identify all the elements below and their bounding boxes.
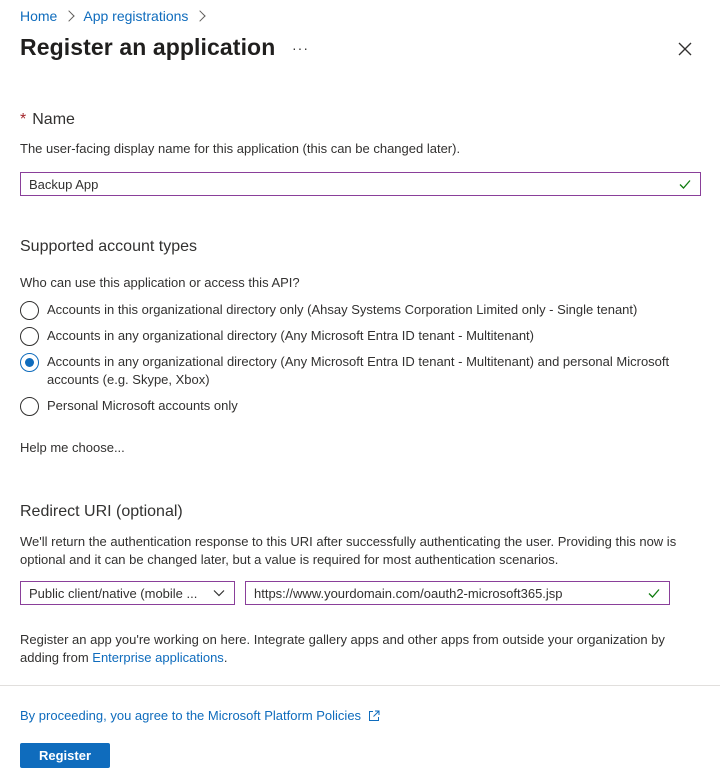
more-options-button[interactable]: ···: [292, 40, 309, 56]
radio-label: Accounts in any organizational directory (Any Microsoft Entra ID tenant - Multitenant): [47, 328, 534, 343]
policies-row: [20, 707, 381, 725]
name-description: The user-facing display name for this application (this can be changed later).: [20, 141, 461, 156]
name-input-value: Backup App: [29, 176, 99, 192]
name-label: [20, 111, 75, 129]
redirect-uri-heading: Redirect URI (optional): [20, 503, 183, 520]
external-link-icon: [367, 709, 381, 723]
name-input[interactable]: [20, 172, 701, 196]
radio-button[interactable]: [20, 397, 39, 416]
checkmark-icon: [647, 586, 661, 600]
gallery-note: [20, 631, 690, 667]
enterprise-applications-link[interactable]: Enterprise applications: [92, 650, 224, 665]
chevron-down-icon: [212, 586, 226, 600]
chevron-right-icon: [64, 10, 75, 21]
breadcrumb-app-registrations-link[interactable]: App registrations: [83, 8, 189, 24]
radio-button[interactable]: [20, 301, 39, 320]
radio-option-multitenant[interactable]: [20, 327, 700, 346]
gallery-note-suffix: .: [223, 650, 228, 665]
radio-button[interactable]: [20, 327, 39, 346]
radio-label: Accounts in this organizational directory only (Ahsay Systems Corporation Limited only - Single tenant): [47, 302, 638, 317]
checkmark-icon: [678, 177, 692, 191]
close-icon[interactable]: [676, 40, 694, 58]
required-asterisk: *: [20, 111, 27, 128]
redirect-uri-input[interactable]: [245, 581, 670, 605]
account-types-heading: Supported account types: [20, 238, 198, 255]
page-title: Register an application: [20, 34, 276, 60]
radio-label: Personal Microsoft accounts only: [47, 398, 238, 413]
chevron-right-icon: [195, 10, 206, 21]
radio-option-single-tenant[interactable]: [20, 301, 700, 320]
platform-policies-link[interactable]: By proceeding, you agree to the Microsoft Platform Policies: [20, 708, 362, 723]
radio-option-multitenant-personal[interactable]: [20, 353, 685, 389]
redirect-uri-description: We'll return the authentication response to this URI after successfully authenticating the user. Providing this now is optional and it can be changed later, but a value is required for most authentication scenarios.: [20, 534, 677, 567]
account-types-question: Who can use this application or access this API?: [20, 275, 300, 290]
platform-dropdown-value: Public client/native (mobile ...: [29, 585, 198, 601]
breadcrumb: [20, 6, 214, 26]
radio-option-personal-only[interactable]: [20, 397, 700, 416]
radio-label: Accounts in any organizational directory (Any Microsoft Entra ID tenant - Multitenant) and personal Microsoft accounts (e.g. Skype, Xbox): [47, 354, 670, 387]
gallery-note-text: Register an app you're working on here. Integrate gallery apps and other apps from outside your organization by adding from: [20, 632, 665, 665]
footer-divider: [0, 685, 720, 686]
register-button[interactable]: Register: [20, 743, 110, 768]
name-label-text: Name: [32, 111, 75, 128]
redirect-uri-value: https://www.yourdomain.com/oauth2-microsoft365.jsp: [254, 585, 563, 601]
breadcrumb-home-link[interactable]: Home: [20, 8, 58, 24]
platform-dropdown[interactable]: [20, 581, 235, 605]
help-me-choose-link[interactable]: Help me choose...: [20, 440, 125, 455]
radio-button-selected[interactable]: [20, 353, 39, 372]
